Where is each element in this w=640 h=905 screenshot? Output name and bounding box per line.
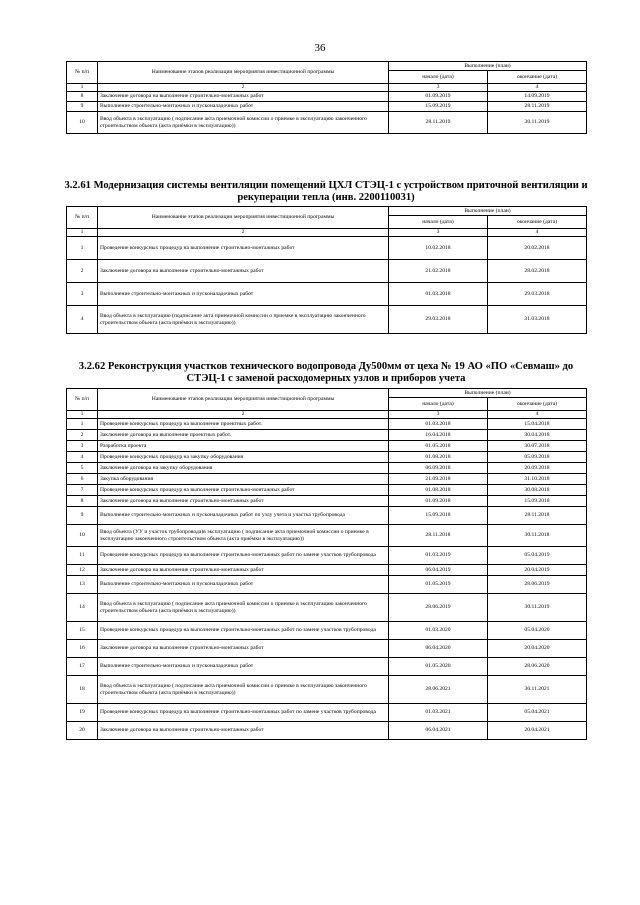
stage-column-header: Наименование этапов реализации мероприятия инвестиционной программы [98,62,389,84]
start-date: 01.09.2018 [389,496,488,507]
end-date: 31.10.2018 [488,474,587,485]
end-date: 05.04.2021 [488,704,587,722]
end-date-header: окончание (дата) [488,71,587,84]
end-date: 20.02.2018 [488,237,587,260]
row-number: 16 [67,640,98,658]
start-date: 01.08.2018 [389,485,488,496]
table-row [67,474,587,485]
stage-name: Выполнение строительно-монтажных и пусконаладочных работ [98,576,389,594]
stage-name: Заключение договора на выполнение строительно-монтажных работ [98,496,389,507]
row-number: 2 [67,260,98,283]
end-date-header: окончание (дата) [488,398,587,411]
column-number: 2 [98,84,389,92]
stage-name: Заключение договора на выполнение проектных работ. [98,430,389,441]
start-date: 01.05.2018 [389,441,488,452]
section-title-3-2-61: 3.2.61 Модернизация системы вентиляции помещений ЦХЛ СТЭЦ-1 с устройством приточной вентиляции и рекуперации тепла (инв. 2200110031) [64,180,588,203]
row-number: 10 [67,525,98,547]
end-date: 30.11.2021 [488,676,587,704]
table-row [67,463,587,474]
stage-name: Заключение договора на выполнение строительно-монтажных работ [98,722,389,740]
end-date: 05.04.2020 [488,622,587,640]
stage-name: Ввод объекта в эксплуатацию ( подписание акта приемочной комиссии о приемке в эксплуатацию законченного строительством объекта (акта приёмки в эксплуатацию)) [98,594,389,622]
column-number: 4 [488,84,587,92]
row-number: 4 [67,452,98,463]
start-date: 01.03.2018 [389,283,488,306]
column-numbers-row [67,229,587,237]
table-row [67,92,587,102]
end-date: 20.04.2020 [488,640,587,658]
start-date: 01.03.2019 [389,547,488,565]
table-row [67,658,587,676]
end-date: 30.11.2019 [488,112,587,134]
table-row [67,430,587,441]
row-number: 13 [67,576,98,594]
stage-name: Проведение конкурсных процедур на выполнение строительно-монтажных работ по замене участков трубопровода [98,547,389,565]
num-column-header: № п/п [67,207,98,229]
row-number: 8 [67,92,98,102]
start-date: 29.03.2018 [389,306,488,334]
table-row [67,112,587,134]
start-date: 01.03.2018 [389,419,488,430]
start-date: 21.09.2018 [389,474,488,485]
table-row [67,640,587,658]
stage-name: Заключение договора на выполнение строительно-монтажных работ [98,640,389,658]
end-date: 30.08.2018 [488,485,587,496]
row-number: 15 [67,622,98,640]
table-row [67,102,587,112]
table-row [67,704,587,722]
table-row [67,547,587,565]
start-date: 01.05.2019 [389,576,488,594]
table-row [67,507,587,525]
start-date: 01.03.2020 [389,622,488,640]
end-date: 30.11.2018 [488,525,587,547]
num-column-header: № п/п [67,389,98,411]
stage-name: Ввод объекта в эксплуатацию (подписание акта приемочной комиссии о приемке в эксплуатацию законченного строительством объекта (акта приёмки в эксплуатацию)) [98,306,389,334]
start-date-header: начало (дата) [389,71,488,84]
stage-name: Разработка проекта [98,441,389,452]
schedule-table-3-2-62 [66,388,587,740]
start-date: 28.06.2019 [389,594,488,622]
end-date: 31.03.2018 [488,306,587,334]
start-date: 06.09.2018 [389,463,488,474]
end-date: 15.09.2018 [488,496,587,507]
column-number: 2 [98,411,389,419]
stage-name: Проведение конкурсных процедур на выполнение строительно-монтажных работ по замене участков трубопровода [98,704,389,722]
row-number: 17 [67,658,98,676]
stage-name: Проведение конкурсных процедур на выполнение проектных работ. [98,419,389,430]
start-date: 16.04.2018 [389,430,488,441]
column-number: 2 [98,229,389,237]
table-row [67,260,587,283]
start-date: 01.09.2019 [389,92,488,102]
header-row [67,207,587,216]
column-number: 1 [67,229,98,237]
start-date: 06.04.2019 [389,565,488,576]
end-date: 28.02.2018 [488,260,587,283]
table-row [67,565,587,576]
end-date: 28.06.2019 [488,576,587,594]
table-row [67,525,587,547]
execution-header: Выполнение (план) [389,389,587,398]
end-date: 05.09.2018 [488,452,587,463]
table-row [67,576,587,594]
header-row [67,62,587,71]
column-number: 3 [389,84,488,92]
header-row [67,389,587,398]
stage-column-header: Наименование этапов реализации мероприятия инвестиционной программы [98,389,389,411]
row-number: 9 [67,102,98,112]
column-number: 1 [67,411,98,419]
schedule-table-continued [66,61,587,134]
stage-name: Ввод объекта (УУ и участок трубопровода)в эксплуатацию ( подписание акта приемочной комиссии о приемке в эксплуатацию законченного строительством объекта (акта приёмки в эксплуатацию)) [98,525,389,547]
execution-header: Выполнение (план) [389,62,587,71]
stage-name: Закупка оборудования [98,474,389,485]
column-number: 4 [488,229,587,237]
row-number: 3 [67,441,98,452]
start-date: 15.09.2018 [389,507,488,525]
column-number: 3 [389,229,488,237]
end-date: 28.06.2020 [488,658,587,676]
table-row [67,306,587,334]
stage-name: Заключение договора на выполнение строительно-монтажных работ [98,92,389,102]
stage-name: Проведение конкурсных процедур на выполнение строительно-монтажных работ [98,485,389,496]
stage-name: Выполнение строительно-монтажных и пусконаладочных работ [98,658,389,676]
row-number: 14 [67,594,98,622]
start-date: 15.09.2019 [389,102,488,112]
row-number: 7 [67,485,98,496]
start-date: 06.04.2020 [389,640,488,658]
end-date: 15.04.2018 [488,419,587,430]
stage-name: Проведение конкурсных процедур на выполнение строительно-монтажных работ по замене участков трубопровода [98,622,389,640]
end-date: 28.11.2019 [488,102,587,112]
num-column-header: № п/п [67,62,98,84]
row-number: 11 [67,547,98,565]
end-date: 30.11.2019 [488,594,587,622]
row-number: 18 [67,676,98,704]
start-date: 28.06.2021 [389,676,488,704]
section-title-3-2-62: 3.2.62 Реконструкция участков технического водопровода Ду500мм от цеха № 19 АО «ПО «Севмаш» до СТЭЦ-1 с заменой расходомерных узлов и приборов учета [78,361,574,384]
start-date: 01.03.2021 [389,704,488,722]
end-date: 20.04.2019 [488,565,587,576]
row-number: 1 [67,237,98,260]
table-row [67,594,587,622]
end-date: 20.09.2018 [488,463,587,474]
table-row [67,485,587,496]
row-number: 20 [67,722,98,740]
row-number: 2 [67,430,98,441]
stage-name: Ввод объекта в эксплуатацию ( подписание акта приемочной комиссии о приемке в эксплуатацию законченного строительством объекта (акта приёмки в эксплуатацию)) [98,112,389,134]
table-row [67,496,587,507]
row-number: 9 [67,507,98,525]
column-number: 1 [67,84,98,92]
row-number: 1 [67,419,98,430]
end-date: 14.09.2019 [488,92,587,102]
table-row [67,622,587,640]
table-row [67,237,587,260]
column-numbers-row [67,84,587,92]
table-row [67,441,587,452]
row-number: 5 [67,463,98,474]
column-number: 3 [389,411,488,419]
row-number: 4 [67,306,98,334]
stage-name: Ввод объекта в эксплуатацию ( подписание акта приемочной комиссии о приемке в эксплуатацию законченного строительством объекта (акта приёмки в эксплуатацию)) [98,676,389,704]
stage-name: Заключение договора на выполнение строительно-монтажных работ [98,260,389,283]
row-number: 3 [67,283,98,306]
end-date: 30.07.2018 [488,441,587,452]
table-row [67,419,587,430]
column-number: 4 [488,411,587,419]
stage-name: Проведение конкурсных процедур на закупку оборудования [98,452,389,463]
stage-name: Выполнение строительно-монтажных и пусконаладочных работ по узлу учета и участка трубопровода [98,507,389,525]
table-row [67,676,587,704]
end-date: 20.04.2021 [488,722,587,740]
table-row [67,283,587,306]
stage-name: Заключение договора на закупку оборудования [98,463,389,474]
start-date: 28.11.2019 [389,112,488,134]
end-date: 28.11.2018 [488,507,587,525]
start-date-header: начало (дата) [389,216,488,229]
start-date: 28.11.2018 [389,525,488,547]
stage-name: Проведение конкурсных процедур на выполнение строительно-монтажных работ [98,237,389,260]
schedule-table-3-2-61 [66,206,587,334]
end-date: 29.03.2018 [488,283,587,306]
stage-name: Заключение договора на выполнение строительно-монтажных работ [98,565,389,576]
table-row [67,722,587,740]
row-number: 8 [67,496,98,507]
end-date: 05.04.2019 [488,547,587,565]
start-date: 01.08.2018 [389,452,488,463]
page-number: 36 [314,42,326,54]
row-number: 19 [67,704,98,722]
row-number: 10 [67,112,98,134]
start-date: 06.04.2021 [389,722,488,740]
row-number: 12 [67,565,98,576]
column-numbers-row [67,411,587,419]
start-date: 10.02.2018 [389,237,488,260]
start-date: 21.02.2018 [389,260,488,283]
end-date: 30.04.2018 [488,430,587,441]
stage-name: Выполнение строительно-монтажных и пусконаладочных работ [98,102,389,112]
stage-name: Выполнение строительно-монтажных и пусконаладочных работ [98,283,389,306]
execution-header: Выполнение (план) [389,207,587,216]
start-date: 01.05.2020 [389,658,488,676]
row-number: 6 [67,474,98,485]
start-date-header: начало (дата) [389,398,488,411]
table-row [67,452,587,463]
stage-column-header: Наименование этапов реализации мероприятия инвестиционной программы [98,207,389,229]
end-date-header: окончание (дата) [488,216,587,229]
